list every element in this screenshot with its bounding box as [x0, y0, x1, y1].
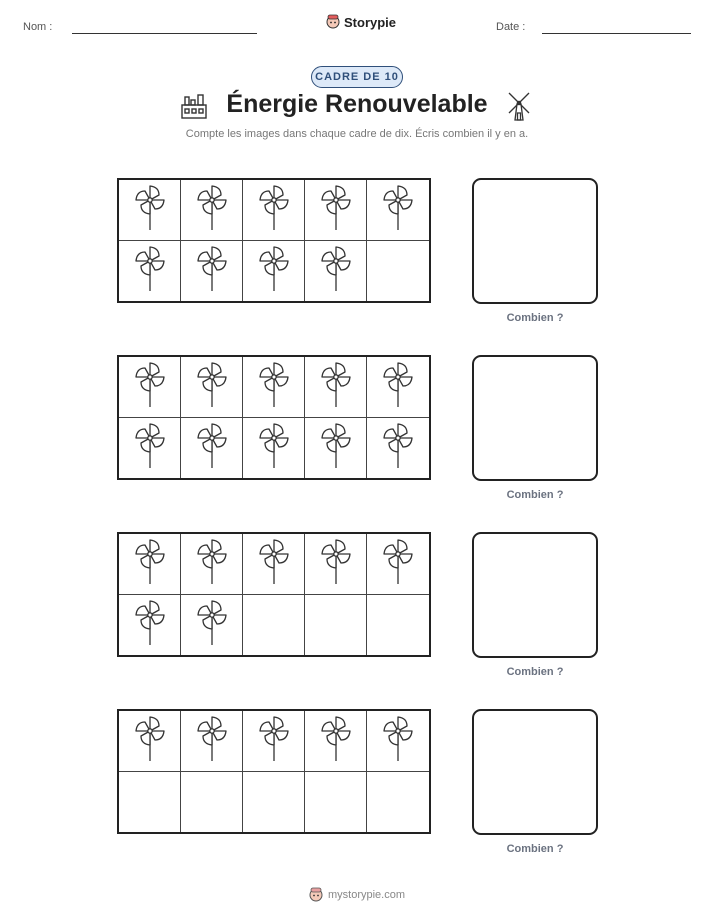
pinwheel-icon — [132, 420, 168, 475]
pinwheel-icon — [132, 359, 168, 414]
ten-frame-3 — [117, 532, 431, 657]
answer-label-4: Combien ? — [506, 843, 564, 855]
answer-box-4[interactable] — [472, 709, 598, 835]
answer-label-3: Combien ? — [506, 666, 564, 678]
frame-cell — [119, 241, 181, 302]
pinwheel-icon — [318, 536, 354, 591]
pinwheel-icon — [318, 243, 354, 298]
answer-label-2: Combien ? — [506, 489, 564, 501]
pinwheel-icon — [380, 420, 416, 475]
ten-frame-4 — [117, 709, 431, 834]
frame-cell — [119, 711, 181, 772]
date-label: Date : — [496, 21, 526, 33]
pinwheel-icon — [132, 713, 168, 768]
pinwheel-icon — [380, 536, 416, 591]
frame-cell — [181, 534, 243, 595]
frame-cell — [243, 418, 305, 479]
frame-cell — [243, 357, 305, 418]
footer-site: mystorypie.com — [327, 889, 406, 901]
frame-cell — [181, 241, 243, 302]
pinwheel-icon — [256, 713, 292, 768]
pinwheel-icon — [194, 713, 230, 768]
pinwheel-icon — [380, 713, 416, 768]
pinwheel-icon — [256, 536, 292, 591]
frame-cell — [305, 534, 367, 595]
frame-cell — [367, 357, 429, 418]
pinwheel-icon — [194, 536, 230, 591]
frame-cell — [243, 711, 305, 772]
frame-cell — [305, 241, 367, 302]
pinwheel-icon — [132, 597, 168, 652]
pinwheel-icon — [380, 359, 416, 414]
frame-cell — [367, 418, 429, 479]
pinwheel-icon — [318, 420, 354, 475]
frame-cell — [243, 180, 305, 241]
pinwheel-icon — [256, 420, 292, 475]
frame-cell — [119, 418, 181, 479]
frame-cell — [243, 534, 305, 595]
pinwheel-icon — [194, 182, 230, 237]
frame-cell — [181, 595, 243, 656]
frame-cell — [305, 711, 367, 772]
pinwheel-icon — [194, 359, 230, 414]
frame-cell — [243, 772, 305, 833]
frame-cell — [305, 418, 367, 479]
answer-label-1: Combien ? — [506, 312, 564, 324]
pinwheel-icon — [194, 420, 230, 475]
brand-name: Storypie — [344, 14, 397, 30]
pinwheel-icon — [380, 182, 416, 237]
pinwheel-icon — [132, 243, 168, 298]
frame-cell — [181, 357, 243, 418]
frame-cell — [367, 241, 429, 302]
frame-cell — [119, 772, 181, 833]
name-label: Nom : — [23, 21, 53, 33]
pinwheel-icon — [132, 536, 168, 591]
pinwheel-icon — [318, 359, 354, 414]
frame-cell — [305, 595, 367, 656]
frame-cell — [305, 180, 367, 241]
pinwheel-icon — [256, 182, 292, 237]
frame-cell — [367, 711, 429, 772]
windmill-icon — [505, 91, 533, 121]
ten-frame-1 — [117, 178, 431, 303]
frame-cell — [119, 357, 181, 418]
frame-cell — [119, 180, 181, 241]
date-line[interactable] — [542, 33, 691, 34]
frame-cell — [305, 772, 367, 833]
storypie-mascot-icon — [309, 887, 323, 903]
name-line[interactable] — [72, 33, 257, 34]
frame-cell — [119, 595, 181, 656]
instructions: Compte les images dans chaque cadre de dix. Écris combien il y en a. — [185, 128, 529, 140]
pinwheel-icon — [318, 713, 354, 768]
ten-frame-2 — [117, 355, 431, 480]
worksheet-type-badge: CADRE DE 10 — [311, 66, 403, 88]
brand-logo — [326, 14, 396, 30]
footer — [0, 887, 714, 903]
pinwheel-icon — [256, 243, 292, 298]
storypie-mascot-icon — [326, 14, 340, 30]
frame-cell — [181, 772, 243, 833]
pinwheel-icon — [318, 182, 354, 237]
frame-cell — [367, 595, 429, 656]
answer-box-1[interactable] — [472, 178, 598, 304]
pinwheel-icon — [132, 182, 168, 237]
pinwheel-icon — [194, 243, 230, 298]
frame-cell — [367, 772, 429, 833]
frame-cell — [181, 418, 243, 479]
frame-cell — [243, 241, 305, 302]
frame-cell — [119, 534, 181, 595]
frame-cell — [243, 595, 305, 656]
pinwheel-icon — [256, 359, 292, 414]
page-title: Énergie Renouvelable — [226, 90, 488, 118]
frame-cell — [181, 711, 243, 772]
frame-cell — [305, 357, 367, 418]
frame-cell — [181, 180, 243, 241]
frame-cell — [367, 180, 429, 241]
answer-box-3[interactable] — [472, 532, 598, 658]
frame-cell — [367, 534, 429, 595]
pinwheel-icon — [194, 597, 230, 652]
answer-box-2[interactable] — [472, 355, 598, 481]
